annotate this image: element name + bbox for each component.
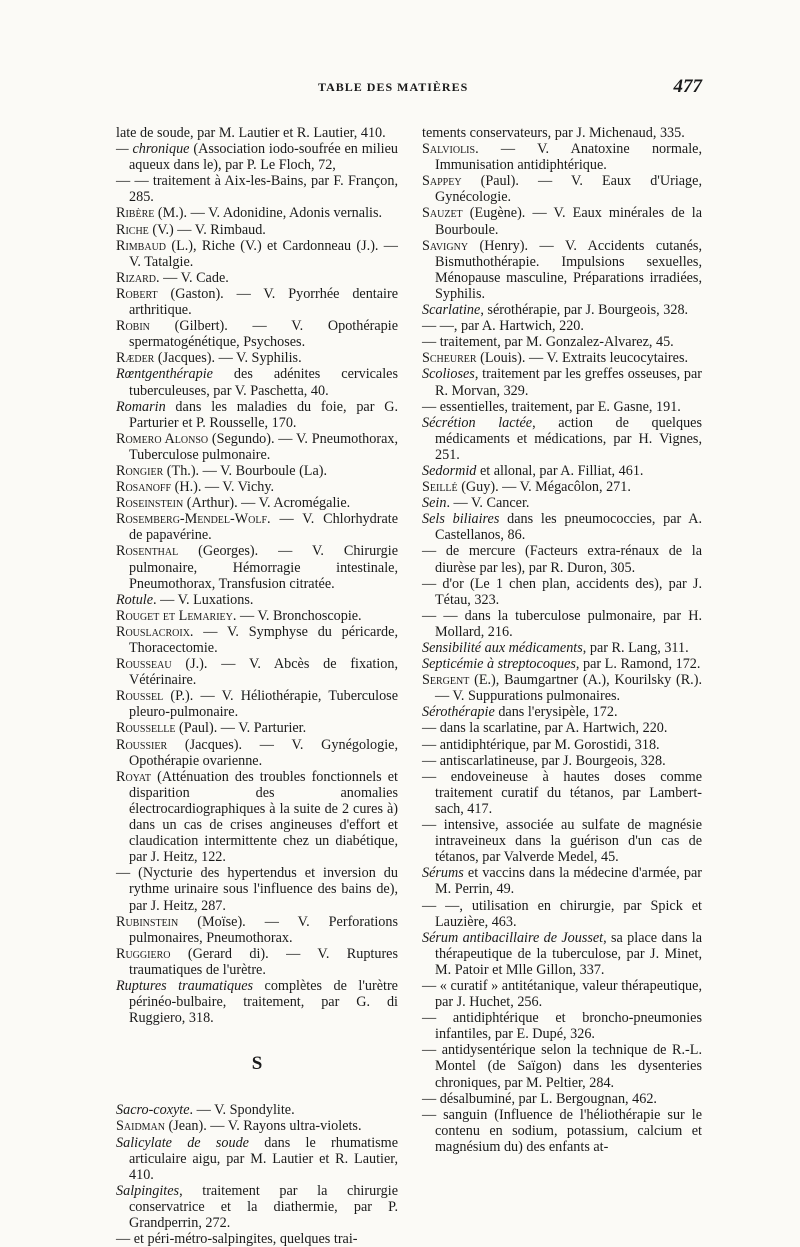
entry-text: tements conservateurs, par J. Michenaud, 335. [422, 125, 685, 141]
index-entry [116, 366, 398, 398]
entry-text: (Gaston). — V. Pyorrhée dentaire arthritique. [129, 285, 398, 319]
entry-heading: Seillé [422, 479, 458, 496]
entry-text: dans l'erysipèle, 172. [494, 704, 618, 721]
index-entry [116, 592, 398, 608]
index-entry [422, 576, 702, 608]
section-letter: S [251, 1053, 263, 1075]
entry-text: — dans la scarlatine, par A. Hartwich, 220. [422, 720, 668, 737]
entry-heading: Saidman [116, 1118, 165, 1135]
entry-text: — intensive, associée au sulfate de magnésie intraveineux dans la guérison d'un cas de tétanos, par Valverde Medel, 45. [422, 817, 702, 866]
index-entry [116, 125, 398, 141]
index-entry [422, 1010, 702, 1042]
index-entry [116, 173, 398, 205]
entry-text: — —, utilisation en chirurgie, par Spick et Lauzière, 463. [422, 897, 702, 930]
entry-text: — « curatif » antitétanique, valeur thérapeutique, par J. Huchet, 256. [422, 977, 702, 1011]
entry-heading: Scarlatine [422, 302, 481, 319]
index-entry [422, 978, 702, 1010]
entry-text: (Paul). — V. Parturier. [175, 720, 307, 737]
entry-text: complètes de l'urètre périnéo-bulbaire, traitement, par G. di Ruggiero, 318. [129, 977, 398, 1027]
index-entry [422, 608, 702, 640]
index-entry [422, 415, 702, 463]
entry-heading: Ribère [116, 205, 155, 222]
index-entry [116, 479, 398, 495]
index-entry [422, 1107, 702, 1155]
entry-text: (Jean). — V. Rayons ultra-violets. [165, 1118, 362, 1135]
entry-text: — antiscarlatineuse, par J. Bourgeois, 328. [422, 752, 666, 769]
entry-heading: Scolioses [422, 366, 475, 383]
entry-heading: Sensibilité aux médicaments [422, 640, 583, 656]
entry-heading: — chronique [116, 141, 190, 158]
index-entry [116, 463, 398, 479]
entry-text: (Eugène). — V. Eaux minérales de la Bourboule. [435, 205, 702, 238]
index-entry [116, 495, 398, 511]
entry-text: (Atténuation des troubles fonctionnels et disparition des anomalies électrocardiographiques à la suite de 2 cures à) dans un cas de crises angineuses d'effort et claudication intermittente chez un diabétique, par J. Heitz, 122. [129, 768, 398, 866]
page-header [118, 76, 702, 100]
index-entry [422, 704, 702, 720]
index-entry [422, 1042, 702, 1090]
entry-text: — antidysentérique selon la technique de R.-L. Montel (de Saïgon) dans les dysenteries chroniques, par M. Peltier, 284. [422, 1042, 702, 1091]
index-entry [116, 141, 398, 173]
index-entry [116, 946, 398, 978]
entry-heading: Sauzet [422, 205, 463, 222]
index-entry [422, 640, 702, 656]
entry-text: . — V. Symphyse du péricarde, Thoracectomie. [129, 623, 398, 656]
index-entry [422, 720, 702, 736]
entry-text: — —, par A. Hartwich, 220. [422, 318, 584, 335]
index-entry [422, 318, 702, 334]
entry-text: , par R. Lang, 311. [582, 640, 689, 656]
index-entry [116, 286, 398, 318]
entry-text: . — V. Spondylite. [189, 1102, 295, 1119]
entry-text: , par L. Ramond, 172. [575, 656, 701, 673]
entry-text: . — V. Anatoxine normale, Immunisation antidiphtérique. [435, 141, 702, 174]
index-entry [422, 399, 702, 415]
entry-heading: Roseinstein [116, 495, 184, 512]
entry-text: (Segundo). — V. Pneumothorax, Tuberculose pulmonaire. [129, 430, 399, 463]
index-entry [422, 672, 702, 704]
entry-text: (Paul). — V. Eaux d'Uriage, Gynécologie. [435, 173, 702, 206]
index-entry [422, 865, 702, 897]
entry-heading: Sels biliaires [422, 511, 500, 528]
entry-text: et vaccins dans la médecine d'armée, par M. Perrin, 49. [435, 865, 702, 898]
entry-text: — d'or (Le 1 chen plan, accidents des), par J. Tétau, 323. [422, 575, 702, 608]
index-entry [422, 334, 702, 350]
index-entry [116, 1102, 398, 1118]
entry-text: (Moïse). — V. Perforations pulmonaires, Pneumothorax. [129, 913, 398, 946]
entry-heading: Rimbaud [116, 237, 167, 254]
index-entry [422, 656, 702, 672]
entry-text: (Jacques). — V. Syphilis. [154, 350, 302, 367]
index-entry [116, 656, 398, 688]
entry-heading: Roussier [116, 736, 168, 753]
index-entry [422, 205, 702, 237]
entry-text: — de mercure (Facteurs extra-rénaux de la diurèse par les), par R. Duron, 305. [422, 543, 702, 576]
entry-heading: Rouget et Lemariey [116, 607, 233, 624]
index-entry [116, 399, 398, 431]
entry-heading: Romarin [116, 398, 166, 415]
entry-text: late de soude, par M. Lautier et R. Lautier, 410. [116, 125, 386, 141]
entry-text: — antidiphtérique et broncho-pneumonies infantiles, par E. Dupé, 326. [422, 1010, 702, 1043]
index-entry [422, 898, 702, 930]
entry-text: des adénites cervicales tuberculeuses, par V. Paschetta, 40. [129, 366, 398, 399]
entry-text: , traitement par la chirurgie conservatrice et la diathermie, par P. Grandperrin, 272. [129, 1182, 398, 1231]
entry-text: (Henry). — V. Accidents cutanés, Bismuthothérapie. Impulsions sexuelles, Ménopause masculine, Préparations irradiées, Syphilis. [435, 237, 702, 302]
entry-text: dans le rhumatisme articulaire aigu, par M. Lautier et R. Lautier, 410. [129, 1134, 398, 1183]
entry-text: — sanguin (Influence de l'héliothérapie sur le contenu en sodium, potassium, calcium et magnésium du) des enfants at- [422, 1106, 702, 1155]
index-entry [116, 543, 398, 591]
entry-heading: Sedormid [422, 462, 477, 479]
entry-heading: Robert [116, 285, 158, 302]
entry-heading: Ruggiero [116, 945, 171, 962]
index-entry [116, 688, 398, 720]
index-entry [422, 817, 702, 865]
entry-heading: Rongier [116, 462, 164, 479]
entry-text: (Georges). — V. Chirurgie pulmonaire, Hémorragie intestinale, Pneumothorax, Transfusion citratée. [129, 543, 398, 592]
entry-text: (L.), Riche (V.) et Cardonneau (J.). — V. Tatalgie. [129, 237, 398, 270]
entry-text: — (Nycturie des hypertendus et inversion du rythme urinaire sous l'influence des bains de), par J. Heitz, 287. [116, 865, 398, 914]
entry-text: (H.). — V. Vichy. [171, 479, 275, 496]
entry-heading: Rousseau [116, 656, 172, 673]
running-title: TABLE DES MATIÈRES [318, 80, 469, 94]
entry-text: (Th.). — V. Bourboule (La). [163, 462, 328, 479]
index-entry [116, 1118, 398, 1134]
entry-text: et allonal, par A. Filliat, 461. [476, 462, 644, 479]
entry-text: . — V. Cade. [156, 269, 229, 286]
index-entry [422, 350, 702, 366]
entry-text: — — dans la tuberculose pulmonaire, par H. Mollard, 216. [422, 607, 702, 640]
entry-heading: Sécrétion lactée [422, 414, 533, 431]
entry-text: (P.). — V. Héliothérapie, Tuberculose pleuro-pulmonaire. [129, 688, 398, 721]
index-entry [422, 125, 702, 141]
entry-heading: Ruptures traumatiques [116, 977, 254, 994]
index-entry [116, 624, 398, 656]
index-entry [116, 914, 398, 946]
index-entry [116, 737, 398, 769]
index-entry [116, 270, 398, 286]
entry-text: . — V. Chlorhydrate de papavérine. [129, 511, 398, 544]
entry-heading: Rosenthal [116, 543, 179, 560]
entry-heading: Rubinstein [116, 913, 179, 930]
entry-text: (Association iodo-soufrée en milieu aqueux dans le), par P. Le Floch, 72, [129, 141, 398, 174]
entry-heading: Savigny [422, 237, 469, 254]
entry-text: . — V. Bronchoscopie. [232, 607, 362, 624]
entry-text: (M.). — V. Adonidine, Adonis vernalis. [154, 205, 383, 222]
entry-text: (Gerard di). — V. Ruptures traumatiques de l'urètre. [129, 945, 398, 978]
entry-text: . — V. Luxations. [153, 591, 254, 608]
index-entry [116, 318, 398, 350]
entry-heading: Sacro-coxyte [116, 1102, 190, 1119]
entry-heading: Ræder [116, 350, 155, 367]
entry-heading: Sergent [422, 672, 470, 689]
index-entry [422, 737, 702, 753]
entry-heading: Salicylate de soude [116, 1134, 249, 1151]
entry-text: . — V. Cancer. [446, 495, 530, 512]
entry-text: — traitement, par M. Gonzalez-Alvarez, 45. [422, 334, 674, 351]
entry-text: (Gilbert). — V. Opothérapie spermatogénétique, Psychoses. [129, 318, 398, 351]
entry-heading: Sérothérapie [422, 704, 495, 721]
entry-text: , traitement par les greffes osseuses, par R. Morvan, 329. [435, 366, 702, 399]
entry-heading: Salpingites [116, 1182, 180, 1199]
index-entry [116, 205, 398, 221]
entry-heading: Rosanoff [116, 479, 172, 496]
index-entry [422, 141, 702, 173]
entry-heading: Septicémie à streptocoques [422, 656, 576, 673]
index-entry [422, 769, 702, 817]
index-entry [422, 302, 702, 318]
entry-heading: Roussel [116, 688, 164, 705]
entry-text: , sérothérapie, par J. Bourgeois, 328. [480, 302, 689, 319]
index-entry [116, 769, 398, 866]
entry-text: , action de quelques médicaments et médications, par H. Vignes, 251. [435, 414, 702, 463]
index-entry [422, 173, 702, 205]
index-entry [116, 222, 398, 238]
entry-text: — endoveineuse à hautes doses comme traitement curatif du tétanos, par Lambert-sach, 417. [422, 768, 702, 817]
index-entry [116, 978, 398, 1026]
entry-heading: Sérums [422, 865, 464, 882]
index-entry [116, 1231, 398, 1247]
index-entry [116, 1135, 398, 1183]
index-entry [116, 1183, 398, 1231]
entry-heading: Romero Alonso [116, 430, 209, 447]
entry-text: (Arthur). — V. Acromégalie. [183, 495, 351, 512]
entry-heading: Rousselle [116, 720, 176, 737]
index-entry [116, 431, 398, 463]
entry-text: dans les pneumococcies, par A. Castellanos, 86. [435, 511, 703, 544]
entry-heading: Scheurer [422, 350, 477, 367]
entry-text: (V.) — V. Rimbaud. [148, 221, 266, 238]
index-entry [116, 865, 398, 913]
entry-text: — essentielles, traitement, par E. Gasne, 191. [422, 398, 681, 415]
index-entry [116, 720, 398, 736]
index-entry [422, 1091, 702, 1107]
entry-heading: Rosemberg-Mendel-Wolf [116, 511, 268, 528]
entry-text: (Louis). — V. Extraits leucocytaires. [476, 350, 689, 367]
entry-heading: Salviolis [422, 141, 476, 158]
index-entry [116, 238, 398, 270]
index-entry [116, 608, 398, 624]
entry-heading: Rœntgenthérapie [116, 366, 213, 383]
index-entry [116, 350, 398, 366]
entry-text: dans les maladies du foie, par G. Parturier et P. Rousselle, 170. [129, 398, 398, 431]
right-column [422, 125, 702, 1155]
entry-heading: Riche [116, 221, 149, 238]
entry-heading: Royat [116, 768, 152, 785]
entry-heading: Rizard [116, 269, 157, 286]
index-entry [422, 238, 702, 302]
entry-text: (J.). — V. Abcès de fixation, Vétérinaire. [129, 656, 398, 689]
index-entry [422, 543, 702, 575]
entry-text: , sa place dans la thérapeutique de la tuberculose, par J. Minet, M. Patoir et Mlle Gillon, 337. [435, 929, 702, 978]
index-entry [422, 495, 702, 511]
index-entry [422, 366, 702, 398]
index-entry [116, 511, 398, 543]
index-entry [422, 753, 702, 769]
page-number: 477 [673, 76, 702, 97]
index-entry [422, 463, 702, 479]
entry-text: — et péri-métro-salpingites, quelques trai- [116, 1231, 358, 1247]
entry-text: (Jacques). — V. Gynégologie, Opothérapie ovarienne. [129, 736, 398, 769]
entry-text: — antidiphtérique, par M. Gorostidi, 318. [422, 736, 660, 753]
left-column [116, 125, 398, 1247]
entry-heading: Sappey [422, 173, 462, 190]
entry-text: — désalbuminé, par L. Bergougnan, 462. [422, 1090, 657, 1107]
entry-heading: Sérum antibacillaire de Jousset [422, 929, 604, 946]
entry-text: — — traitement à Aix-les-Bains, par F. Françon, 285. [116, 173, 398, 206]
entry-heading: Robin [116, 318, 150, 335]
index-entry [422, 511, 702, 543]
index-entry [422, 479, 702, 495]
entry-heading: Rouslacroix [116, 623, 190, 640]
entry-text: (Guy). — V. Mégacôlon, 271. [457, 479, 631, 496]
entry-heading: Rotule [116, 591, 154, 608]
entry-text: (E.), Baumgartner (A.), Kourilsky (R.). — V. Suppurations pulmonaires. [435, 672, 702, 705]
entry-heading: Sein [422, 495, 447, 512]
index-entry [422, 930, 702, 978]
